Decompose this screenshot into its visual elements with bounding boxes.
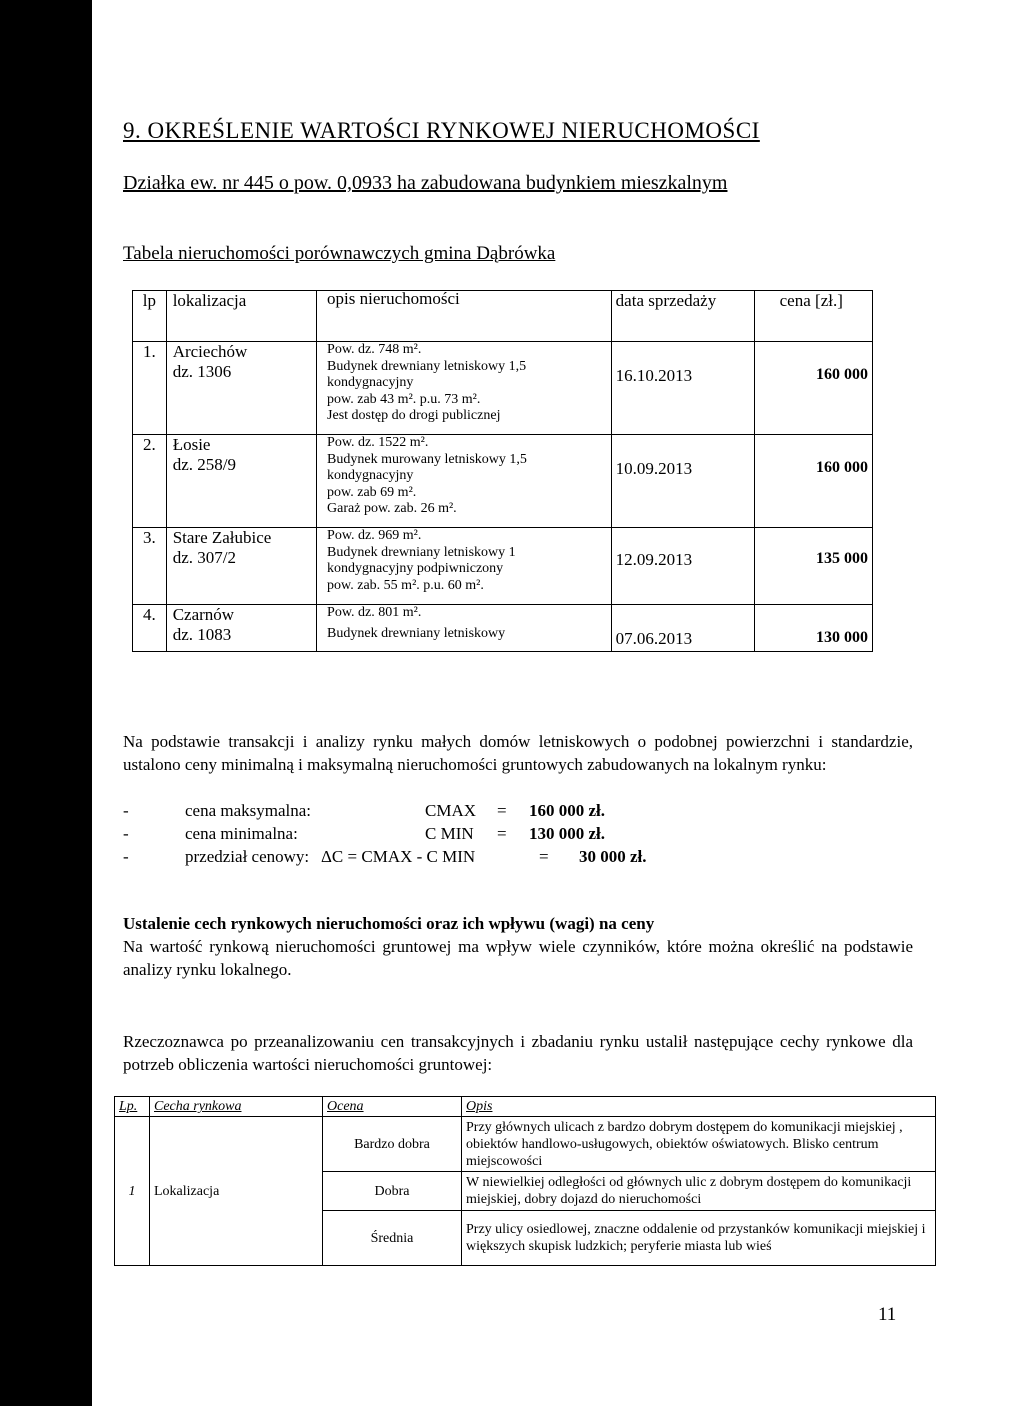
price-label: cena maksymalna: (185, 801, 312, 820)
opis-line: pow. zab 43 m². p.u. 73 m². (327, 391, 481, 407)
equals: = (497, 824, 507, 843)
price-symbol: C MIN (425, 824, 474, 843)
price-line-max (123, 799, 605, 822)
row-lp: 3. (133, 528, 167, 605)
price-value: 30 000 zł. (579, 847, 647, 866)
row-data: 16.10.2013 (611, 342, 754, 435)
feature-rating: Bardzo dobra (323, 1117, 462, 1172)
section-heading: 9. OKREŚLENIE WARTOŚCI RYNKOWEJ NIERUCHOMOŚCI (123, 118, 760, 143)
row-parcel: dz. 1306 (172, 362, 232, 381)
opis-line: Pow. dz. 969 m². (327, 528, 422, 543)
analysis-paragraph: Na podstawie transakcji i analizy rynku małych domów letniskowych o podobnej powierzchni i standardzie, ustalono ceny minimalną i maksymalną nieruchomości gruntowych zabudowanych na lokalnym rynku: (123, 732, 913, 774)
opis-line: kondygnacyjny (327, 468, 414, 483)
features-table-header (115, 1097, 936, 1117)
opis-line: Budynek drewniany letniskowy 1,5 (327, 358, 527, 374)
feature-description: Przy głównych ulicach z bardzo dobrym dostępem do komunikacji miejskiej , obiektów handlowo-usługowych, obiektów oświatowych. Blisko centrum miejscowości (462, 1117, 936, 1172)
row-place: Czarnów (172, 605, 235, 624)
row-cena: 135 000 (754, 528, 872, 605)
row-opis (317, 605, 612, 652)
feature-rating: Średnia (323, 1211, 462, 1266)
price-value: 130 000 zł. (529, 824, 606, 843)
opis-line: Jest dostęp do drogi publicznej (327, 408, 501, 423)
row-place: Arciechów (172, 342, 248, 361)
price-value: 160 000 zł. (529, 801, 606, 820)
feature-description: W niewielkiej odległości od głównych ulic z dobrym dostępem do komunikacji miejskiej, dobry dojazd do nieruchomości (462, 1172, 936, 1211)
row-opis (317, 528, 612, 605)
expert-paragraph: Rzeczoznawca po przeanalizowaniu cen transakcyjnych i zbadaniu rynku ustalił następujące cechy rynkowe dla potrzeb obliczenia wartości nieruchomości gruntowej: (123, 1032, 913, 1074)
header-lokalizacja: lokalizacja (166, 291, 316, 342)
row-lp: 4. (133, 605, 167, 652)
row-lp: 2. (133, 435, 167, 528)
feature-rating: Dobra (323, 1172, 462, 1211)
opis-line: Budynek drewniany letniskowy (327, 625, 506, 641)
opis-line: kondygnacyjny (327, 375, 414, 390)
row-place: Łosie (172, 435, 211, 454)
page-number: 11 (878, 1304, 897, 1325)
features-paragraph: Na wartość rynkową nieruchomości gruntowej ma wpływ wiele czynników, które można określić na podstawie analizy rynku lokalnego. (123, 937, 913, 979)
row-parcel: dz. 258/9 (172, 455, 236, 474)
features-table (114, 1096, 936, 1266)
opis-line: Garaż pow. zab. 26 m². (327, 501, 457, 516)
opis-line: Pow. dz. 1522 m². (327, 435, 429, 450)
price-symbol: ΔC = CMAX - C MIN (321, 847, 476, 866)
header-lp: lp (133, 291, 167, 342)
comparison-table (132, 290, 873, 652)
row-data: 10.09.2013 (611, 435, 754, 528)
price-symbol: CMAX (425, 801, 477, 820)
opis-line: Budynek drewniany letniskowy 1 (327, 544, 516, 560)
header-data: data sprzedaży (611, 291, 754, 342)
row-lp: 1. (133, 342, 167, 435)
feature-description: Przy ulicy osiedlowej, znaczne oddalenie od przystanków komunikacji miejskiej i większych skupisk ludzkich; peryferie miasta lub wieś (462, 1211, 936, 1266)
opis-line: kondygnacyjny podpiwniczony (327, 561, 504, 576)
table-row (133, 435, 873, 528)
features-heading: Ustalenie cech rynkowych nieruchomości oraz ich wpływu (wagi) na ceny (123, 914, 655, 933)
opis-line: Pow. dz. 748 m². (327, 342, 422, 357)
feature-name: Lokalizacja (150, 1117, 323, 1266)
row-data: 12.09.2013 (611, 528, 754, 605)
row-data: 07.06.2013 (611, 605, 754, 652)
header-ocena: Ocena (323, 1097, 462, 1117)
dash: - (123, 824, 129, 843)
table-row (133, 342, 873, 435)
opis-line: pow. zab 69 m². (327, 484, 417, 500)
row-opis (317, 342, 612, 435)
row-lokalizacja (166, 435, 316, 528)
row-cena: 130 000 (754, 605, 872, 652)
header-lp: Lp. (115, 1097, 150, 1117)
price-line-range (123, 845, 647, 868)
row-lokalizacja (166, 605, 316, 652)
header-opis: Opis (462, 1097, 936, 1117)
row-lokalizacja (166, 342, 316, 435)
document-page (92, 0, 1024, 1406)
opis-line: Budynek murowany letniskowy 1,5 (327, 451, 527, 467)
row-cena: 160 000 (754, 435, 872, 528)
feature-lp: 1 (115, 1117, 150, 1266)
price-line-min (123, 822, 605, 845)
row-lokalizacja (166, 528, 316, 605)
equals: = (497, 801, 507, 820)
row-opis (317, 435, 612, 528)
header-cena: cena [zł.] (754, 291, 872, 342)
table-row (133, 605, 873, 652)
row-parcel: dz. 1083 (172, 625, 232, 644)
opis-line: Pow. dz. 801 m². (327, 605, 422, 620)
price-label: cena minimalna: (185, 824, 298, 843)
header-cecha: Cecha rynkowa (150, 1097, 323, 1117)
row-place: Stare Załubice (172, 528, 272, 547)
comparison-table-header (133, 291, 873, 342)
equals: = (539, 847, 549, 866)
table-row (115, 1117, 936, 1172)
dash: - (123, 801, 129, 820)
row-cena: 160 000 (754, 342, 872, 435)
comparison-table-title: Tabela nieruchomości porównawczych gmina Dąbrówka (123, 243, 556, 264)
price-label: przedział cenowy: (185, 847, 310, 866)
opis-line: pow. zab. 55 m². p.u. 60 m². (327, 577, 484, 593)
table-row (133, 528, 873, 605)
header-opis: opis nieruchomości (317, 291, 612, 342)
parcel-subheading: Działka ew. nr 445 o pow. 0,0933 ha zabudowana budynkiem mieszkalnym (123, 172, 728, 194)
dash: - (123, 847, 129, 866)
row-parcel: dz. 307/2 (172, 548, 236, 567)
